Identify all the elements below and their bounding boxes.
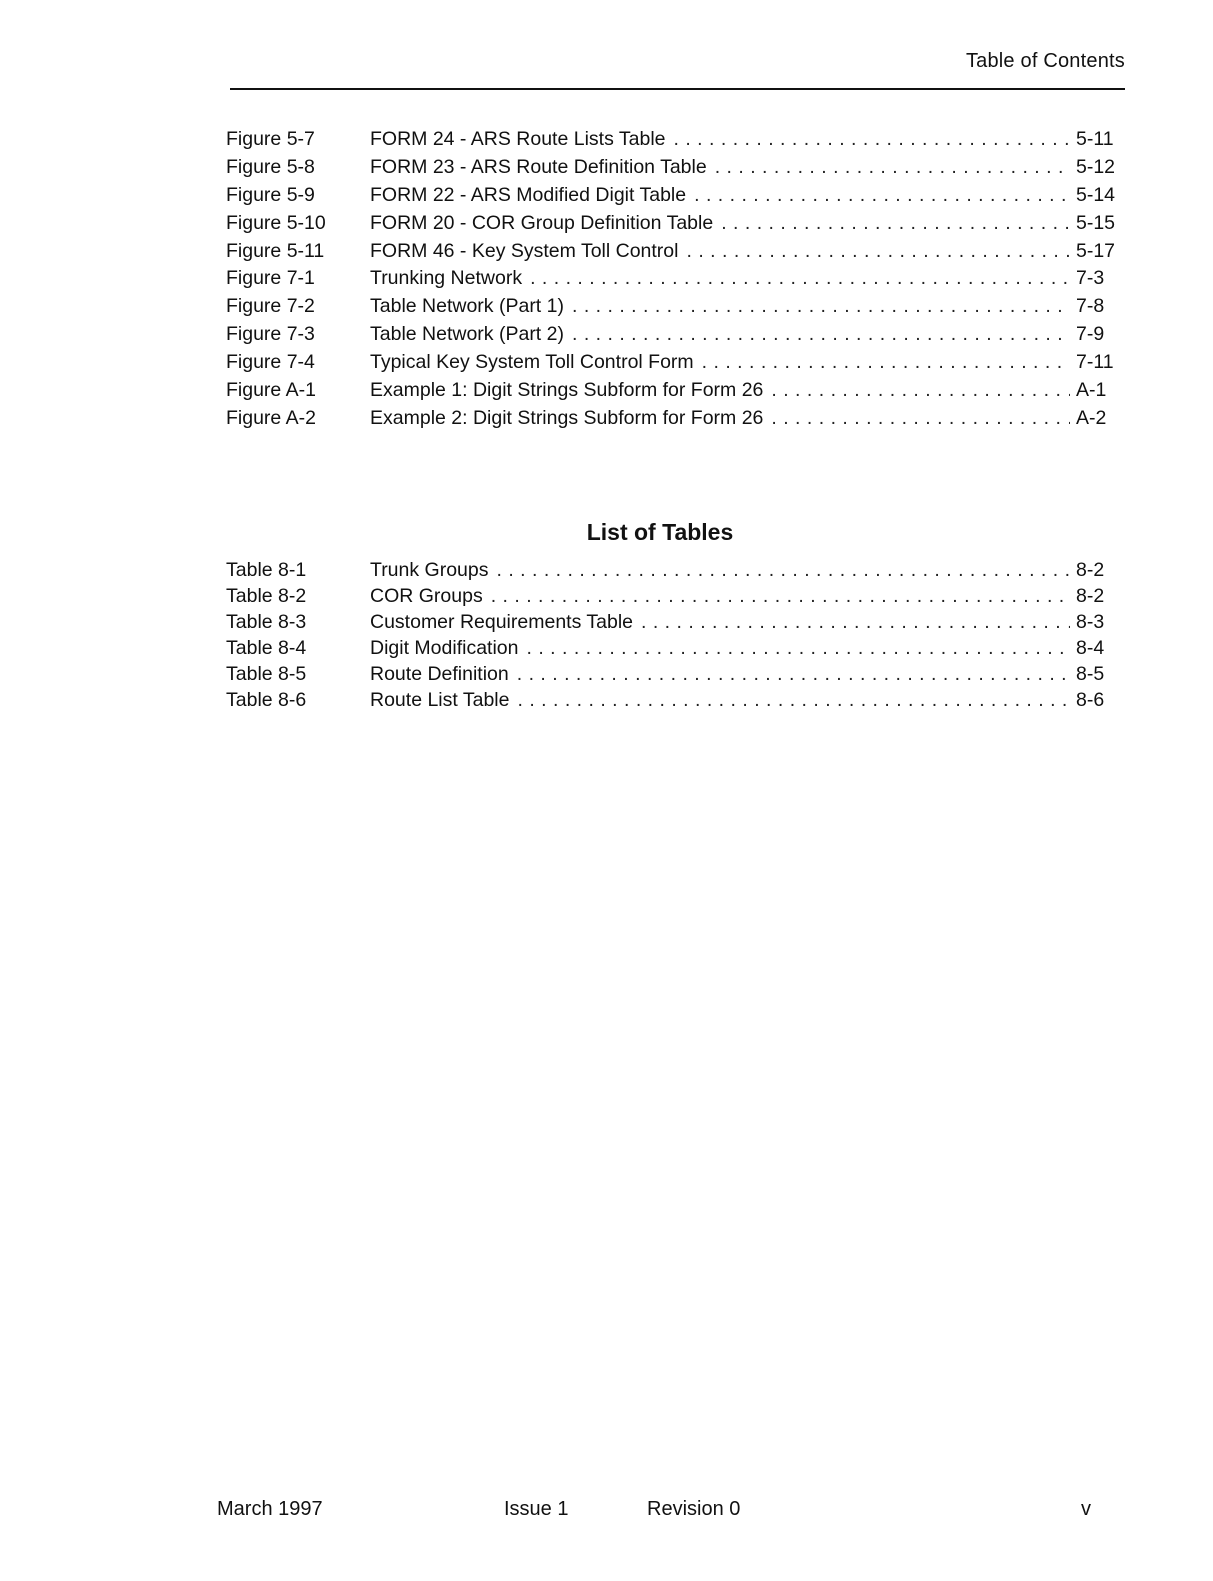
figure-page-number: 5-17 [1076,239,1116,262]
figure-entry-line [370,182,1116,210]
dot-leader [491,583,1070,609]
figure-label: Figure 7-2 [226,295,315,318]
list-of-tables-heading: List of Tables [586,519,734,546]
table-entry-line [370,687,1116,713]
figure-title: Table Network (Part 1) [370,295,564,318]
table-title: Route Definition [370,663,509,685]
figure-entry[interactable] [226,265,1116,293]
dot-leader [702,349,1070,377]
figure-label: Figure 5-10 [226,211,326,234]
figure-entry[interactable] [226,349,1116,377]
list-of-figures [226,126,1116,433]
figure-entry-line [370,349,1116,377]
figure-page-number: 7-9 [1076,323,1105,346]
table-label: Table 8-1 [226,559,307,581]
table-title: Trunk Groups [370,559,489,581]
page-header-title: Table of Contents [965,50,1125,72]
figure-label: Figure A-1 [226,379,316,402]
dot-leader [694,182,1070,210]
table-page-number: 8-4 [1076,637,1105,659]
figure-entry-line [370,405,1116,433]
footer-date: March 1997 [217,1498,323,1520]
table-page-number: 8-6 [1076,689,1105,711]
dot-leader [572,293,1070,321]
figure-title: FORM 20 - COR Group Definition Table [370,211,714,234]
table-title: Route List Table [370,689,510,711]
figure-title: FORM 46 - Key System Toll Control [370,239,679,262]
figure-page-number: 7-3 [1076,267,1105,290]
table-title: Digit Modification [370,637,519,659]
list-of-tables [226,557,1116,713]
figure-entry[interactable] [226,154,1116,182]
table-label: Table 8-3 [226,611,307,633]
figure-title: Trunking Network [370,267,523,290]
figure-entry[interactable] [226,321,1116,349]
table-label: Table 8-5 [226,663,307,685]
table-entry[interactable] [226,557,1116,583]
figure-entry-line [370,238,1116,266]
table-label: Table 8-4 [226,637,307,659]
dot-leader [530,265,1070,293]
figure-entry-line [370,154,1116,182]
figure-page-number: A-1 [1076,379,1107,402]
figure-entry-line [370,321,1116,349]
figure-entry[interactable] [226,377,1116,405]
table-label: Table 8-2 [226,585,307,607]
figure-title: Example 1: Digit Strings Subform for Form 26 [370,379,764,402]
dot-leader [771,405,1070,433]
table-page-number: 8-5 [1076,663,1105,685]
figure-label: Figure 5-11 [226,239,325,262]
figure-page-number: 7-11 [1076,351,1114,374]
figure-entry-line [370,377,1116,405]
dot-leader [572,321,1070,349]
table-entry[interactable] [226,687,1116,713]
dot-leader [641,609,1070,635]
table-page-number: 8-2 [1076,585,1105,607]
table-entry[interactable] [226,661,1116,687]
table-entry-line [370,583,1116,609]
figure-entry-line [370,293,1116,321]
figure-page-number: 5-15 [1076,211,1116,234]
dot-leader [517,687,1070,713]
table-title: Customer Requirements Table [370,611,634,633]
footer-revision: Revision 0 [647,1498,741,1520]
dot-leader [497,557,1071,583]
figure-title: FORM 23 - ARS Route Definition Table [370,155,707,178]
table-entry[interactable] [226,635,1116,661]
table-entry[interactable] [226,583,1116,609]
figure-entry-line [370,126,1116,154]
figure-entry[interactable] [226,405,1116,433]
figure-page-number: A-2 [1076,406,1107,429]
dot-leader [771,377,1070,405]
figure-entry[interactable] [226,182,1116,210]
figure-label: Figure A-2 [226,406,316,429]
dot-leader [721,210,1070,238]
table-title: COR Groups [370,585,483,607]
figure-page-number: 5-12 [1076,155,1116,178]
figure-page-number: 5-11 [1076,128,1114,150]
figure-label: Figure 7-3 [226,323,315,346]
table-entry[interactable] [226,609,1116,635]
figure-entry[interactable] [226,126,1116,154]
figure-label: Figure 5-7 [226,128,315,150]
table-entry-line [370,557,1116,583]
footer-page-number: v [1081,1498,1091,1520]
dot-leader [674,126,1070,154]
table-entry-line [370,661,1116,687]
table-page-number: 8-2 [1076,559,1105,581]
dot-leader [715,154,1070,182]
figure-title: Example 2: Digit Strings Subform for Form 26 [370,406,764,429]
table-label: Table 8-6 [226,689,307,711]
dot-leader [526,635,1070,661]
figure-entry[interactable] [226,238,1116,266]
figure-title: Typical Key System Toll Control Form [370,351,694,374]
figure-entry-line [370,265,1116,293]
dot-leader [686,238,1070,266]
figure-label: Figure 7-4 [226,351,315,374]
table-entry-line [370,635,1116,661]
figure-entry-line [370,210,1116,238]
figure-title: FORM 24 - ARS Route Lists Table [370,128,666,150]
table-page-number: 8-3 [1076,611,1105,633]
table-entry-line [370,609,1116,635]
figure-entry[interactable] [226,293,1116,321]
figure-label: Figure 7-1 [226,267,315,290]
header-divider [230,88,1125,90]
figure-title: Table Network (Part 2) [370,323,564,346]
figure-page-number: 7-8 [1076,295,1105,318]
dot-leader [517,661,1070,687]
figure-page-number: 5-14 [1076,183,1116,206]
figure-title: FORM 22 - ARS Modified Digit Table [370,183,687,206]
figure-label: Figure 5-9 [226,183,315,206]
footer-issue: Issue 1 [504,1498,569,1520]
figure-entry[interactable] [226,210,1116,238]
figure-label: Figure 5-8 [226,155,315,178]
